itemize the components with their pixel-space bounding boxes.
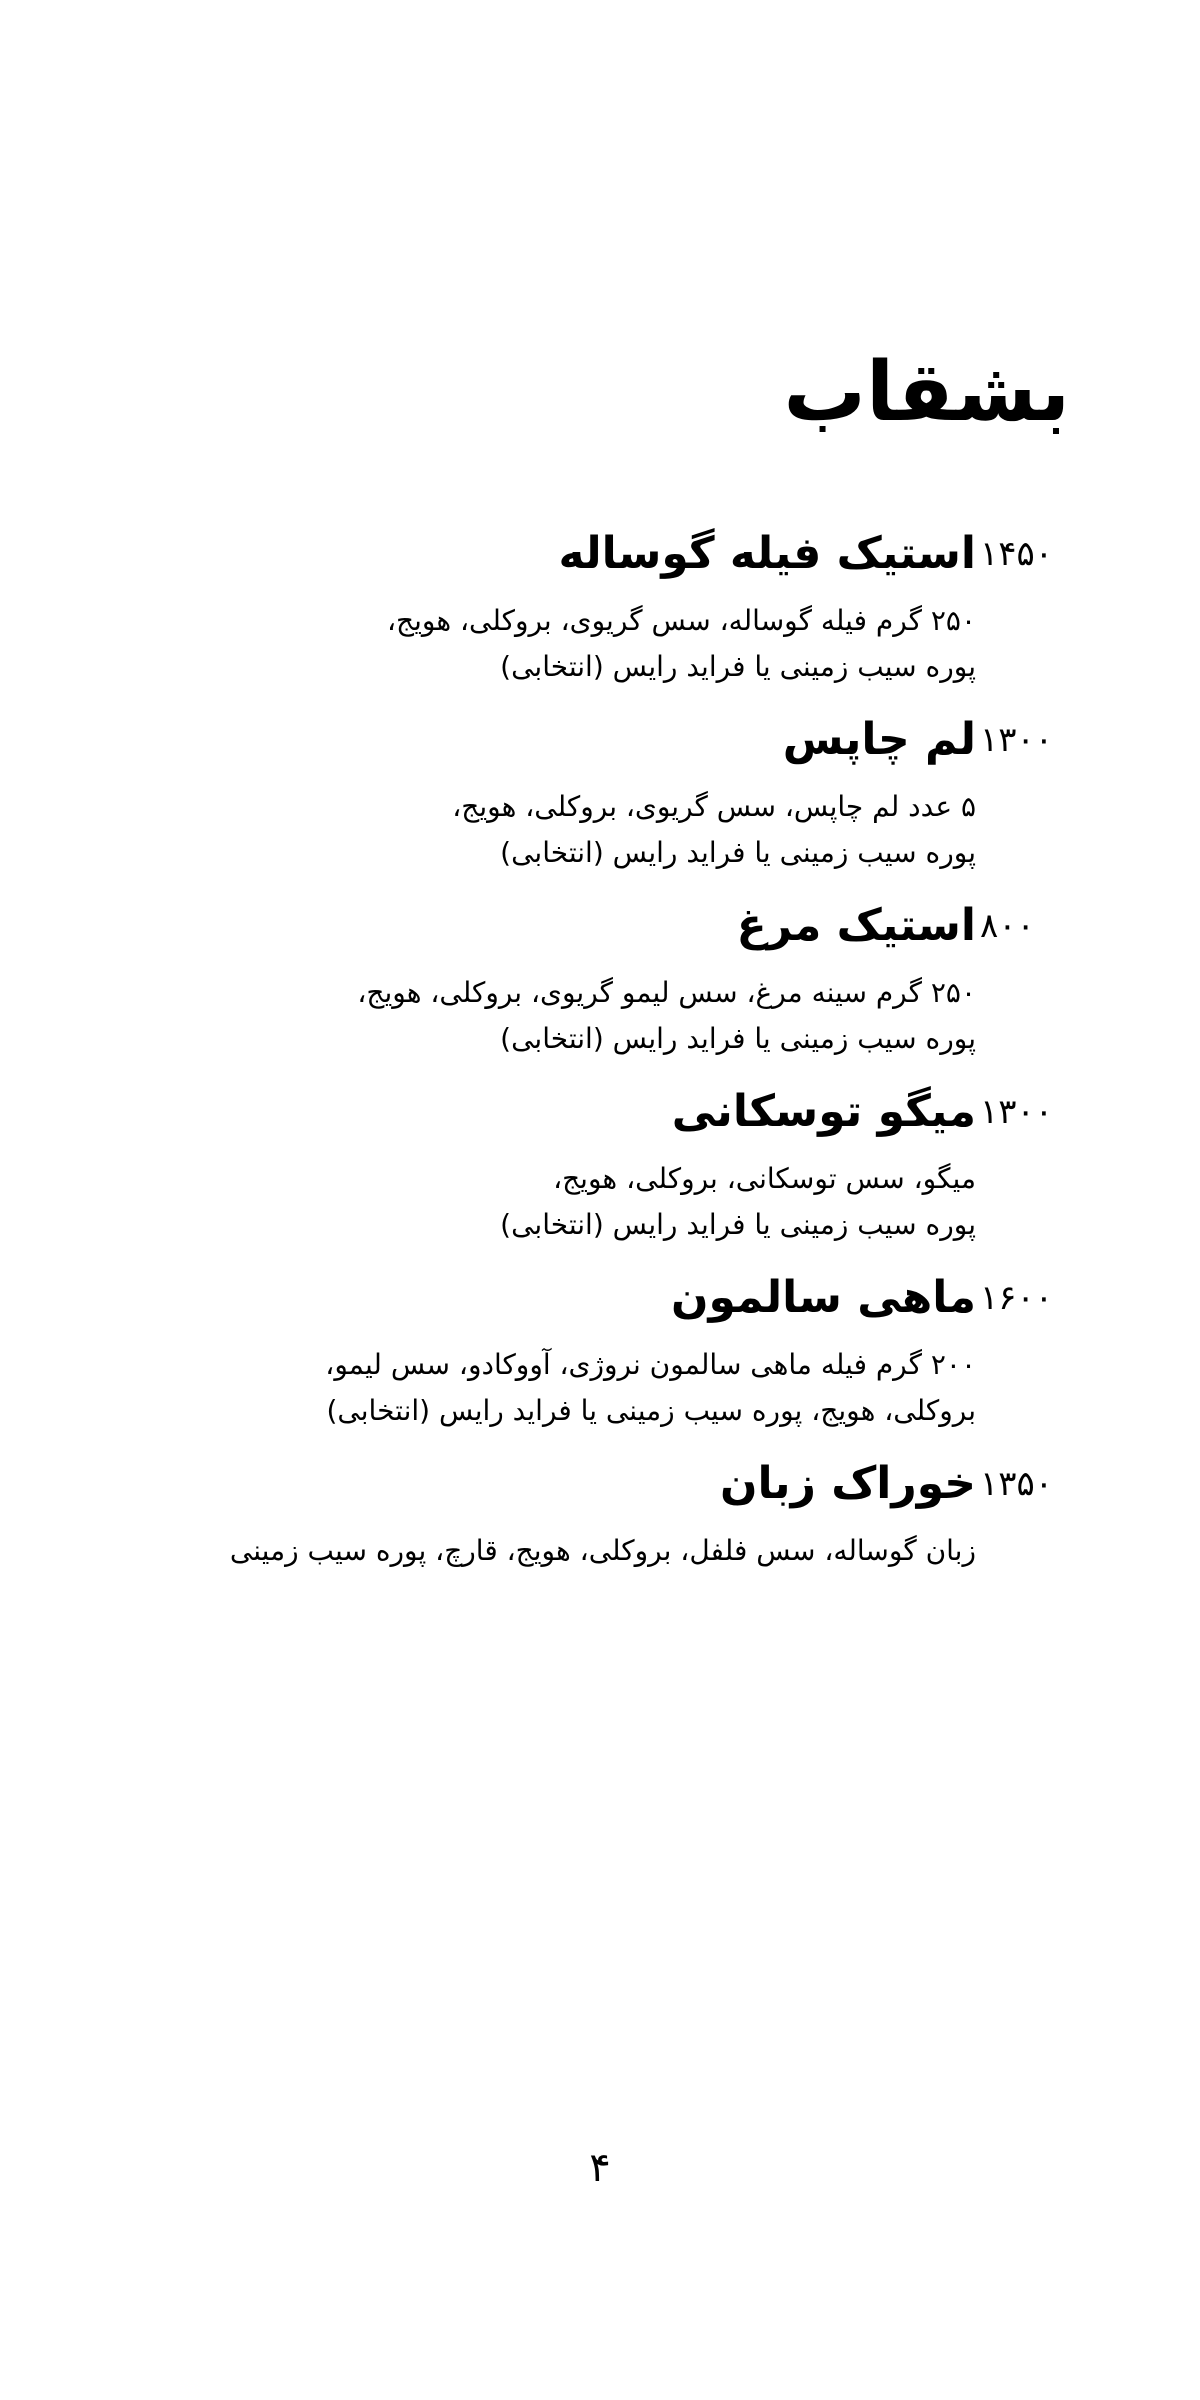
menu-list (0, 528, 1200, 1644)
item-description (216, 784, 976, 876)
item-name: استیک مرغ (736, 900, 976, 951)
item-description-line: زبان گوساله، سس فلفل، بروکلی، هویج، قارچ، پوره سیب زمینی (229, 1534, 976, 1567)
item-description (216, 1156, 976, 1248)
item-description-line: پوره سیب زمینی یا فراید رایس (انتخابی) (500, 1022, 976, 1055)
item-description-line: میگو، سس توسکانی، بروکلی، هویج، (553, 1162, 976, 1195)
menu-item (0, 528, 1200, 714)
item-price: ۱۶۰۰ (980, 1278, 1054, 1318)
item-name: لم چاپس (782, 714, 976, 765)
item-description-line: ۲۵۰ گرم سینه مرغ، سس لیمو گریوی، بروکلی، هویج، (357, 976, 976, 1009)
menu-item (0, 714, 1200, 900)
item-description (216, 1528, 976, 1574)
item-description-line: پوره سیب زمینی یا فراید رایس (انتخابی) (500, 836, 976, 869)
menu-item (0, 1458, 1200, 1644)
section-title: بشقاب (783, 345, 1070, 440)
item-description-line: ۲۰۰ گرم فیله ماهی سالمون نروژی، آووکادو، سس لیمو، (325, 1348, 976, 1381)
item-name: میگو توسکانی (671, 1086, 976, 1137)
item-name: استیک فیله گوساله (558, 528, 976, 579)
item-price: ۱۳۰۰ (980, 1092, 1054, 1132)
menu-item (0, 900, 1200, 1086)
menu-item (0, 1086, 1200, 1272)
page-number: ۴ (589, 2145, 611, 2191)
item-description (216, 1342, 976, 1434)
item-description (216, 970, 976, 1062)
menu-item (0, 1272, 1200, 1458)
item-price: ۱۳۰۰ (980, 720, 1054, 760)
item-description-line: ۵ عدد لم چاپس، سس گریوی، بروکلی، هویج، (452, 790, 976, 823)
item-description (216, 598, 976, 690)
item-description-line: پوره سیب زمینی یا فراید رایس (انتخابی) (500, 650, 976, 683)
item-price: ۸۰۰ (980, 906, 1035, 946)
item-description-line: ۲۵۰ گرم فیله گوساله، سس گریوی، بروکلی، هویج، (386, 604, 976, 637)
item-price: ۱۴۵۰ (980, 534, 1054, 574)
item-description-line: بروکلی، هویج، پوره سیب زمینی یا فراید رایس (انتخابی) (326, 1394, 976, 1427)
item-name: خوراک زبان (719, 1458, 976, 1509)
item-description-line: پوره سیب زمینی یا فراید رایس (انتخابی) (500, 1208, 976, 1241)
item-price: ۱۳۵۰ (980, 1464, 1054, 1504)
item-name: ماهی سالمون (670, 1272, 976, 1323)
